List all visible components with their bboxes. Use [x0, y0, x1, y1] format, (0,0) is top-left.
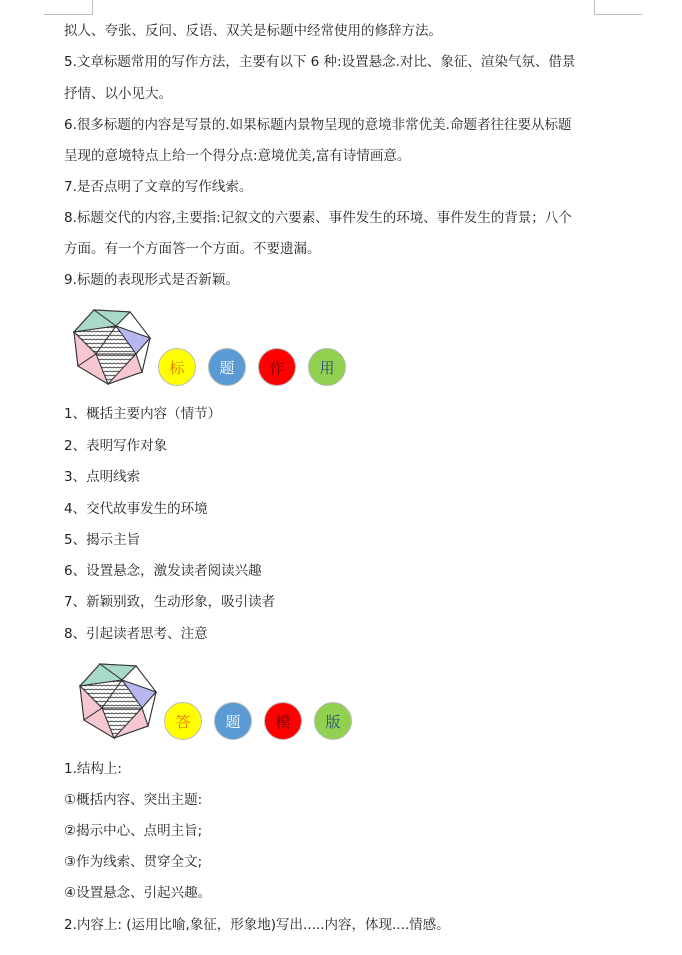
list-item: 1.结构上: [64, 761, 122, 777]
intro-line: 拟人、夸张、反问、反语、双关是标题中经常使用的修辞方法。 [64, 23, 442, 39]
heading-char-circle-blue: 题 [214, 702, 252, 740]
intro-line: 方面。有一个方面答一个方面。不要遗漏。 [64, 241, 321, 257]
crop-mark-top-right-v [594, 0, 595, 15]
heading-char-circle-yellow: 标 [158, 348, 196, 386]
list-item: 5、揭示主旨 [64, 532, 141, 548]
list-item: 2、表明写作对象 [64, 438, 168, 454]
list-item: 6、设置悬念，激发读者阅读兴趣 [64, 563, 262, 579]
list-item: 7、新颖别致，生动形象，吸引读者 [64, 594, 276, 610]
intro-line: 抒情、以小见大。 [64, 86, 172, 102]
heading-char-circle-red: 模 [264, 702, 302, 740]
heading-char-circle-green: 用 [308, 348, 346, 386]
section-heading-title-function [72, 306, 362, 390]
list-item: ①概括内容、突出主题: [64, 792, 203, 808]
section-heading-answer-template [78, 660, 368, 744]
intro-line: 9.标题的表现形式是否新颖。 [64, 272, 239, 288]
list-item: 1、概括主要内容（情节） [64, 406, 222, 422]
intro-line: 8.标题交代的内容,主要指:记叙文的六要素、事件发生的环境、事件发生的背景；八个 [64, 210, 572, 226]
list-item: ④设置悬念、引起兴趣。 [64, 885, 212, 901]
heading-char-circle-green: 版 [314, 702, 352, 740]
heading-char-circle-red: 作 [258, 348, 296, 386]
list-item: 2.内容上: (运用比喻,象征，形象地)写出.....内容，体现....情感。 [64, 917, 450, 933]
list-item: ③作为线索、贯穿全文; [64, 854, 203, 870]
crop-mark-top-left [44, 14, 92, 15]
heading-char-circle-blue: 题 [208, 348, 246, 386]
icosahedron-icon [72, 306, 152, 386]
list-item: 4、交代故事发生的环境 [64, 501, 208, 517]
list-item: 3、点明线索 [64, 469, 141, 485]
crop-mark-top-left-v [92, 0, 93, 15]
crop-mark-top-right [594, 14, 642, 15]
intro-line: 5.文章标题常用的写作方法，主要有以下 6 种:设置悬念.对比、象征、渲染气氛、借景 [64, 54, 576, 70]
icosahedron-icon [78, 660, 158, 740]
intro-line: 6.很多标题的内容是写景的.如果标题内景物呈现的意境非常优美.命题者往往要从标题 [64, 117, 572, 133]
intro-line: 7.是否点明了文章的写作线索。 [64, 179, 253, 195]
list-item: ②揭示中心、点明主旨; [64, 823, 203, 839]
intro-line: 呈现的意境特点上给一个得分点:意境优美,富有诗情画意。 [64, 148, 411, 164]
heading-char-circle-yellow: 答 [164, 702, 202, 740]
list-item: 8、引起读者思考、注意 [64, 626, 208, 642]
